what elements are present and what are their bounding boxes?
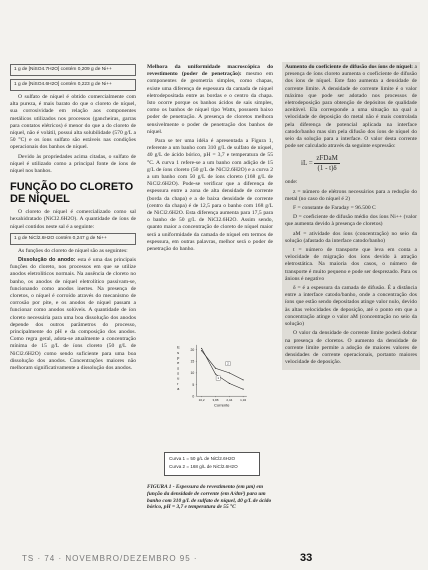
paragraph-body: a presença de íons cloreto aumenta o coeficiente de difusão dos íons de níquel. Este fato aumenta a densidade de corrente limite. A densidade de corrente limite é o valor máximo que pode ser adotado nos processos de eletrodeposição para obtenção de depósitos de qualidade aceitável. Ela corresponde a uma situação na qual a velocidade de deposição do metal não é mais controlada pela diferença de potencial aplicada na interface catodo/banho mas sim pela difusão dos íons de níquel do seio da solução para a interface. O valor desta corrente pode ser calculado através da seguinte expressão: — [285, 64, 418, 150]
paragraph-lead: Aumento do coeficiente de difusão dos íons de níquel: — [285, 64, 414, 70]
paragraph — [10, 257, 136, 372]
paragraph: Para se ter uma idéia é apresentada a Figura 1, referente a um banho com 310 g/L de sulfato de níquel, 40 g/L de ácido bórico, pH = 3,7 e temperatura de 55 °C. A curva 1 refere-se a um banho com adição de 15 g/L de íons cloreto (50 g/L de NiCl2.6H2O) e a curva 2 a um banho com 50 g/L de íons cloreto (168 g/L de NiCl2.6H2O). Pode-se verificar que a diferença de espessura entre a zona de alta densidade de corrente (borda da chapa) e a de baixa densidade de corrente (centro da chapa) é de 12,5 para o banho com 168 g/L de NiCl2.6H2O. Esta diferença aumenta para 17,5 para o banho de 50 g/L de NiCl2.6H2O. Assim sendo, quanto maior a concentração de cloreto de níquel maior será a uniformidade da camada de níquel em termos de espessura, em outras palavras, melhor será o poder de penetração do banho. — [147, 138, 273, 253]
y-axis-label-letter: E — [177, 344, 180, 350]
column-right — [285, 64, 417, 374]
equation-numerator: zFDaM — [316, 154, 338, 163]
data-point — [201, 348, 202, 349]
y-axis-label-letter: e — [177, 360, 180, 366]
paragraph: O cloreto de níquel é comercializado como sal hexahidratado (NiCl2.6H2O). A quantidade de íons de níquel contidos neste sal é a seguinte: — [10, 209, 136, 230]
x-tick-label: 2,44 — [226, 398, 233, 403]
formula-nickel-sulfate-6h2o: 1 g de [NiSO4.6H2O] contém 0,223 g de Ni++ — [10, 79, 136, 91]
definition: D = coeficiente de difusão médio dos íons Ni++ (valor que aumenta devido à presença de cloretos) — [285, 214, 417, 228]
y-axis-label-letter: s — [177, 365, 180, 371]
data-point — [243, 389, 244, 390]
legend-entry: Curva 1 = 50 g/L de NiCl2.6H2O — [169, 456, 236, 461]
paragraph-body: esta é uma das principais funções do cloreto, nos processos em que se utilize anodos eletrolíticos normais. Na ausência de cloreto no banho, os anodos de níquel eletrolítico passivam-se, funcionando como anodos inertes. Na presença de cloretos, o níquel é corroído através do mecanismo de corrosão por pite, e os anodos de níquel passam a funcionar como anodos solúveis. A quantidade de íon cloreto necessária para uma boa dissolução dos anodos depende dos outros parâmetros do processo, principalmente do pH e da composição dos anodos. Como regra geral, adota-se atualmente a concentração mínima de 15 g/L de íons cloreto (50 g/L de NiCl2.6H2O) como sendo suficiente para uma boa dissolução dos anodos. Concentrações maiores não melhoram significativamente a dissolução dos anodos. — [10, 257, 136, 372]
section-title: FUNÇÃO DO CLORETO DE NÍQUEL — [10, 181, 134, 206]
x-tick-label: 1,34 — [240, 398, 247, 403]
series-line-1 — [202, 348, 244, 389]
footer-issue: TS · 74 · NOVEMBRO/DEZEMBRO 95 · — [22, 554, 198, 563]
equation-fraction — [314, 154, 339, 173]
y-axis-label-letter: s — [177, 370, 180, 376]
definition: δ = é a espessura da camada de difusão. É a distância entre a interface catodo/banho, onde a concentração dos íons que estão sendo depositados atinge valor nulo, devido às altas velocidades de deposição, até o ponto em que a concentração atinge o valor aM (concentração no seio da solução) — [285, 285, 417, 328]
x-axis-label: Corrente — [214, 402, 230, 408]
data-point — [215, 368, 216, 369]
definition: F = constante de Faraday = 96.500 C — [293, 205, 376, 212]
definition: t = número de transporte que leva em conta a velocidade de migração dos íons devido à atração eletrostática. Na maioria dos casos, o número de transporte é muito pequeno e pode ser desprezado. Para os ânions é negativo — [285, 247, 417, 282]
definition: aM = atividade dos íons (concentração) no seio da solução (afastado da interface catodo/banho) — [285, 230, 417, 244]
y-tick-label: 20 — [190, 347, 195, 352]
equation-denominator: (1 - t)δ — [317, 164, 337, 173]
equation-lhs: iL = — [301, 159, 313, 168]
data-point — [243, 379, 244, 380]
y-axis-label-letter: p — [177, 354, 180, 360]
shaded-block — [282, 62, 420, 370]
chart-legend — [164, 452, 260, 476]
limit-current-equation — [301, 154, 417, 173]
figure-caption: FIGURA 1 - Espessura do revestimento (em µm) em função da densidade de corrente (em A/dm²) para um banho com 310 g/L de sulfato de níquel, 40 g/L de ácido bórico, pH = 3,7 e temperatura de 55 °C — [147, 484, 272, 511]
data-point — [229, 383, 230, 384]
page-number: 33 — [300, 552, 313, 564]
y-axis-label-letter: u — [177, 375, 180, 381]
paragraph-lead: Dissolução do anodo: — [18, 257, 76, 264]
series-label: 1 — [217, 375, 220, 380]
data-point — [215, 374, 216, 375]
column-left — [10, 64, 136, 374]
paragraph-body: mesmo em componentes de geometria simples, como chapas, existe uma diferença de espessura da camada de níquel eletrodepositada entre as bordas e o centro da chapa. Isto ocorre porque os banhos ácidos de sais simples, como os banhos de níquel tipo Watts, possuem baixo poder de penetração. A presença de cloretos melhora sensivelmente o poder de penetração dos banhos de níquel. — [147, 71, 273, 135]
data-point — [201, 350, 202, 351]
y-tick-label: 5 — [192, 382, 195, 387]
paragraph — [147, 64, 273, 136]
paragraph: Devido às propriedades acima citadas, o sulfato de níquel é utilizado como a principal fonte de íons de níquel nos banhos. — [10, 153, 136, 175]
paragraph: O valor da densidade de corrente limite poderá dobrar na presença de cloretos. O aumento da densidade de corrente limite permite a adoção de maiores valores de densidades de corrente operacionais, portanto maiores velocidade de deposição. — [285, 330, 417, 366]
y-tick-label: 0 — [192, 394, 195, 399]
paragraph: As funções do cloreto de níquel são as seguintes: — [18, 247, 128, 254]
paragraph-lead: Melhora da uniformidade macroscópica do revestimento (poder de penetração): — [147, 64, 273, 78]
y-axis-label-letter: r — [177, 380, 179, 386]
paragraph: onde: — [285, 179, 298, 186]
legend-entry: Curva 2 = 168 g/L de NiCl2.6H2O — [169, 464, 238, 469]
series-label: 2 — [227, 361, 229, 366]
series-line-2 — [202, 351, 244, 380]
page-footer — [0, 552, 428, 566]
formula-nickel-chloride: 1 g de NiCl2.6H2O contém 0,247 g de Ni++ — [10, 233, 136, 245]
y-axis-label-letter: s — [177, 349, 180, 355]
paragraph — [285, 64, 417, 150]
x-tick-label: 10,2 — [198, 398, 205, 403]
x-tick-label: 3,88 — [212, 398, 219, 403]
y-axis-label-letter: a — [177, 386, 180, 392]
formula-nickel-sulfate-7h2o: 1 g de [NiSO4.7H2O] contém 0,209 g de Ni++ — [10, 64, 136, 76]
y-tick-label: 10 — [190, 371, 195, 376]
data-point — [229, 372, 230, 373]
definition: z = número de elétrons necessários para a redução do metal (no caso do níquel é 2) — [285, 188, 417, 202]
paragraph: O sulfato de níquel é obtido comercialmente com alta pureza, é mais barato do que o cloreto de níquel, sua corrosividade em relação aos componentes metálicos utilizados nos processos (gancheiras, garras para contatos elétricos) é menor do que a do cloreto de níquel, não é volátil, possui alta solubilidade (570 g/L a 50 °C) e os íons sulfato são estáveis nas condições operacionais dos banhos de níquel. — [10, 94, 136, 151]
column-middle — [147, 64, 273, 255]
thickness-chart — [147, 340, 277, 450]
y-tick-label: 15 — [190, 359, 195, 364]
